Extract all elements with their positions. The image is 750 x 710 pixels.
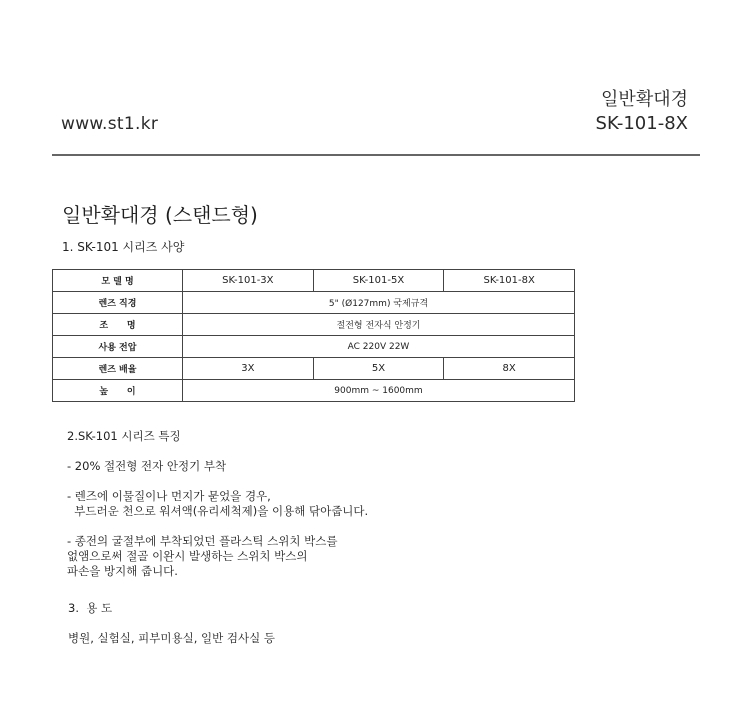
label-voltage: 사용 전압 bbox=[53, 336, 183, 358]
label-magnification: 렌즈 배율 bbox=[53, 358, 183, 380]
label-lighting: 조 명 bbox=[53, 314, 183, 336]
site-url[interactable]: www.st1.kr bbox=[61, 114, 159, 134]
feature-item: - 종전의 굴절부에 부착되었던 플라스틱 스위치 박스를 bbox=[67, 534, 338, 548]
magnification-5x: 5X bbox=[313, 358, 444, 380]
magnification-8x: 8X bbox=[444, 358, 575, 380]
table-row bbox=[53, 358, 575, 380]
table-row bbox=[53, 380, 575, 402]
height-value: 900mm ~ 1600mm bbox=[183, 380, 575, 402]
header-divider bbox=[52, 154, 700, 156]
model-code: SK-101-8X bbox=[595, 113, 688, 134]
lens-diameter-value: 5" (Ø127mm) 국제규격 bbox=[183, 292, 575, 314]
section-title: 일반확대경 (스탠드형) bbox=[62, 203, 258, 227]
product-header bbox=[596, 88, 688, 136]
label-model: 모 델 명 bbox=[53, 270, 183, 292]
label-height: 높 이 bbox=[53, 380, 183, 402]
model-3x: SK-101-3X bbox=[183, 270, 314, 292]
usage-text: 병원, 실험실, 피부미용실, 일반 검사실 등 bbox=[68, 631, 275, 645]
feature-item: 파손을 방지해 줍니다. bbox=[67, 564, 178, 578]
table-row bbox=[53, 270, 575, 292]
usage-heading: 3. 용 도 bbox=[68, 601, 113, 615]
lighting-value: 절전형 전자식 안정기 bbox=[183, 314, 575, 336]
magnification-3x: 3X bbox=[183, 358, 314, 380]
label-lens-diameter: 렌즈 직경 bbox=[53, 292, 183, 314]
feature-item: 부드러운 천으로 워셔액(유리세척제)을 이용해 닦아줍니다. bbox=[67, 504, 369, 518]
product-name: 일반확대경 bbox=[601, 89, 688, 110]
model-5x: SK-101-5X bbox=[313, 270, 444, 292]
features-section bbox=[67, 429, 368, 579]
voltage-value: AC 220V 22W bbox=[183, 336, 575, 358]
features-heading: 2.SK-101 시리즈 특징 bbox=[67, 429, 181, 443]
table-row bbox=[53, 336, 575, 358]
feature-item: - 렌즈에 이물질이나 먼지가 묻었을 경우, bbox=[67, 489, 271, 503]
model-8x: SK-101-8X bbox=[444, 270, 575, 292]
spec-table bbox=[52, 269, 575, 402]
feature-item: - 20% 절전형 전자 안정기 부착 bbox=[67, 459, 227, 473]
spec-heading: 1. SK-101 시리즈 사양 bbox=[62, 240, 185, 254]
table-row bbox=[53, 314, 575, 336]
table-row bbox=[53, 292, 575, 314]
feature-item: 없앰으로써 절골 이완시 발생하는 스위치 박스의 bbox=[67, 549, 308, 563]
